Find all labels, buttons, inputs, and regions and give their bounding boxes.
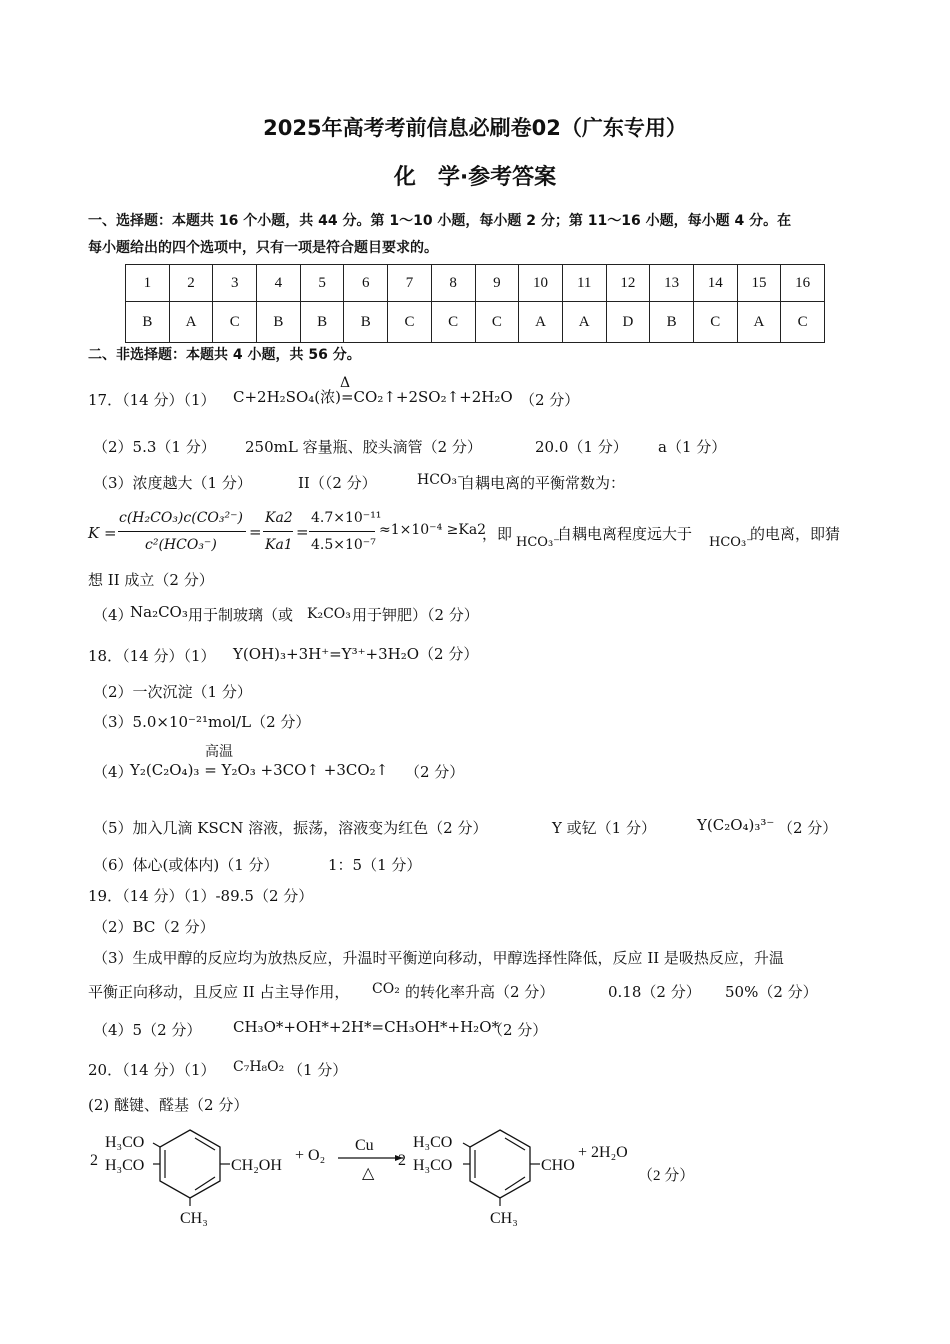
q17-part2-b: 250mL 容量瓶、胶头滴管（2 分）	[245, 438, 482, 456]
q19-part4-a: （4）5（2 分）	[93, 1021, 202, 1039]
q18-part4-score: （2 分）	[405, 763, 465, 781]
rxn-score: （2 分）	[638, 1168, 695, 1184]
val-eq-sign: =	[296, 523, 309, 541]
answer-cell: B	[126, 302, 170, 343]
q19-part3-line1: （3）生成甲醇的反应均为放热反应，升温时平衡逆向移动，甲醇选择性降低，反应 II 是吸热反应，升温	[93, 949, 784, 967]
q17-part3-b: II（（2 分）	[298, 474, 377, 492]
val-numerator: 4.7×10⁻¹¹	[311, 510, 382, 526]
q17-part4-a: （4）	[93, 606, 133, 624]
k-text2: 自耦电离程度远大于	[557, 525, 693, 543]
q18-part4-a: （4）	[93, 763, 133, 781]
val-denominator: 4.5×10⁻⁷	[311, 537, 376, 553]
q19-part2: （2）BC（2 分）	[93, 918, 215, 936]
ka-denominator: Ka1	[265, 537, 293, 553]
q19-part3-line2c: 0.18（2 分）	[608, 983, 701, 1001]
question-number-cell: 1	[126, 265, 170, 302]
answer-cell: D	[606, 302, 650, 343]
q17-part4-c: 用于钾肥）（2 分）	[352, 606, 479, 624]
question-number-cell: 7	[388, 265, 432, 302]
question-number-cell: 12	[606, 265, 650, 302]
q19-part3-line2b: 的转化率升高（2 分）	[405, 983, 555, 1001]
q17-part2-a: （2）5.3（1 分）	[93, 438, 216, 456]
q17-eq-score: （2 分）	[520, 391, 580, 409]
q19-part4-score: （2 分）	[488, 1021, 548, 1039]
section1-intro-line1: 一、选择题：本题共 16 个小题，共 44 分。第 1～10 小题，每小题 2 分；第 11～16 小题，每小题 4 分。在	[88, 213, 792, 229]
page-subtitle: 化 学·参考答案	[393, 165, 557, 190]
rxn-plus-h2o: + 2H₂O	[578, 1144, 628, 1161]
question-number-cell: 9	[475, 265, 519, 302]
answer-cell: C	[431, 302, 475, 343]
answer-cell: C	[388, 302, 432, 343]
q17-part3-c: 自耦电离的平衡常数为：	[460, 474, 626, 492]
k-denominator: c²(HCO₃⁻)	[145, 537, 217, 553]
k-approx: ≈1×10⁻⁴ ≥Ka2	[379, 522, 487, 538]
question-number-cell: 3	[213, 265, 257, 302]
answer-cell: C	[781, 302, 825, 343]
section2-intro: 二、非选择题：本题共 4 小题，共 56 分。	[88, 347, 361, 363]
q18-part4-cond: 高温	[205, 744, 233, 760]
q17-part4-b: 用于制玻璃（或	[188, 606, 294, 624]
rxn-p-sub2: H₃CO	[413, 1157, 453, 1174]
rxn-p-sub1: H₃CO	[413, 1134, 453, 1151]
reaction-scheme	[85, 1120, 705, 1230]
q17-hco3: HCO₃⁻	[417, 472, 465, 488]
question-number-cell: 15	[737, 265, 781, 302]
q17-head: 17．（14 分）（1）	[88, 391, 216, 409]
q19-head: 19．（14 分）（1）-89.5（2 分）	[88, 887, 314, 905]
q19-part3-line2a: 平衡正向移动，且反应 II 占主导作用，	[88, 983, 350, 1001]
q18-part4-eq: Y₂(C₂O₄)₃ = Y₂O₃ +3CO↑ +3CO₂↑	[130, 761, 389, 779]
question-number-row	[126, 265, 825, 302]
answer-cell: A	[737, 302, 781, 343]
product-benzene-ring	[470, 1130, 530, 1198]
rxn-methyl: CH₃	[180, 1210, 208, 1227]
k-fraction-bar	[118, 531, 246, 532]
q20-part2: (2) 醚键、醛基（2 分）	[88, 1096, 249, 1114]
rxn-sub1: H₃CO	[105, 1134, 145, 1151]
rxn-coef1: 2	[90, 1152, 98, 1169]
q20-score1: （1 分）	[288, 1061, 348, 1079]
question-number-cell: 14	[693, 265, 737, 302]
answer-cell: A	[519, 302, 563, 343]
question-number-cell: 11	[562, 265, 606, 302]
val-fraction-bar	[309, 531, 375, 532]
q20-formula: C₇H₈O₂	[233, 1059, 285, 1075]
answer-cell: C	[213, 302, 257, 343]
q19-co2: CO₂	[372, 981, 400, 997]
answer-cell: C	[693, 302, 737, 343]
reactant-benzene-ring	[160, 1130, 220, 1198]
q18-part5-c: Y(C₂O₄)₃³⁻	[697, 816, 775, 834]
k-hco3-1: HCO₃⁻	[516, 535, 561, 550]
answer-table	[125, 264, 825, 343]
q17-equation: C+2H₂SO₄(浓)=CO₂↑+2SO₂↑+2H₂O	[233, 388, 513, 406]
question-number-cell: 8	[431, 265, 475, 302]
q18-part5-b: Y 或钇（1 分）	[552, 819, 656, 837]
answer-cell: B	[257, 302, 301, 343]
q19-part3-line2d: 50%（2 分）	[725, 983, 818, 1001]
k-lhs: K =	[88, 524, 117, 542]
q19-part4-eq: CH₃O*+OH*+2H*=CH₃OH*+H₂O*	[233, 1018, 499, 1036]
question-number-cell: 5	[300, 265, 344, 302]
rxn-p-group: CHO	[541, 1157, 575, 1174]
q17-eq-condition: Δ	[340, 375, 351, 391]
answer-row	[126, 302, 825, 343]
page-title: 2025年高考考前信息必刷卷02（广东专用）	[263, 116, 687, 140]
q18-part5-a: （5）加入几滴 KSCN 溶液，振荡，溶液变为红色（2 分）	[93, 819, 488, 837]
rxn-p-methyl: CH₃	[490, 1210, 518, 1227]
q17-part3-end: 想 II 成立（2 分）	[88, 571, 214, 589]
answer-cell: A	[562, 302, 606, 343]
q20-head: 20．（14 分）（1）	[88, 1061, 216, 1079]
answer-cell: B	[650, 302, 694, 343]
q17-part2-d: a（1 分）	[658, 438, 727, 456]
question-number-cell: 13	[650, 265, 694, 302]
rxn-sub2: H₃CO	[105, 1157, 145, 1174]
section1-intro-line2: 每小题给出的四个选项中，只有一项是符合题目要求的。	[88, 240, 438, 256]
q18-part6-b: 1：5（1 分）	[328, 856, 422, 874]
k-text3: 的电离，即猜	[750, 525, 841, 543]
rxn-coef2: 2	[398, 1152, 406, 1169]
answer-cell: B	[300, 302, 344, 343]
answer-cell: A	[169, 302, 213, 343]
q18-part3: （3）5.0×10⁻²¹mol/L（2 分）	[93, 713, 311, 731]
k-eq-sign: =	[249, 523, 262, 541]
ka-fraction-bar	[263, 531, 293, 532]
k-hco3-2: HCO₃⁻	[709, 535, 754, 550]
q17-part3-a: （3）浓度越大（1 分）	[93, 474, 252, 492]
q18-part6-a: （6）体心(或体内)（1 分）	[93, 856, 279, 874]
question-number-cell: 10	[519, 265, 563, 302]
q18-part5-d: （2 分）	[778, 819, 838, 837]
q17-part2-c: 20.0（1 分）	[535, 438, 628, 456]
k-text1: ，即	[482, 525, 513, 543]
q18-equation: Y(OH)₃+3H⁺=Y³⁺+3H₂O（2 分）	[233, 645, 479, 663]
question-number-cell: 6	[344, 265, 388, 302]
question-number-cell: 16	[781, 265, 825, 302]
q18-part2: （2）一次沉淀（1 分）	[93, 683, 252, 701]
rxn-heat: △	[362, 1165, 375, 1182]
rxn-catalyst: Cu	[355, 1137, 374, 1154]
q18-head: 18．（14 分）（1）	[88, 647, 216, 665]
question-number-cell: 2	[169, 265, 213, 302]
ka-numerator: Ka2	[265, 510, 293, 526]
rxn-plus-o2: + O₂	[295, 1147, 326, 1164]
question-number-cell: 4	[257, 265, 301, 302]
q17-na2co3: Na₂CO₃	[130, 603, 188, 621]
answer-cell: C	[475, 302, 519, 343]
q17-k2co3: K₂CO₃	[307, 606, 351, 622]
k-numerator: c(H₂CO₃)c(CO₃²⁻)	[119, 510, 243, 526]
answer-cell: B	[344, 302, 388, 343]
rxn-r-group: CH₂OH	[231, 1157, 282, 1174]
